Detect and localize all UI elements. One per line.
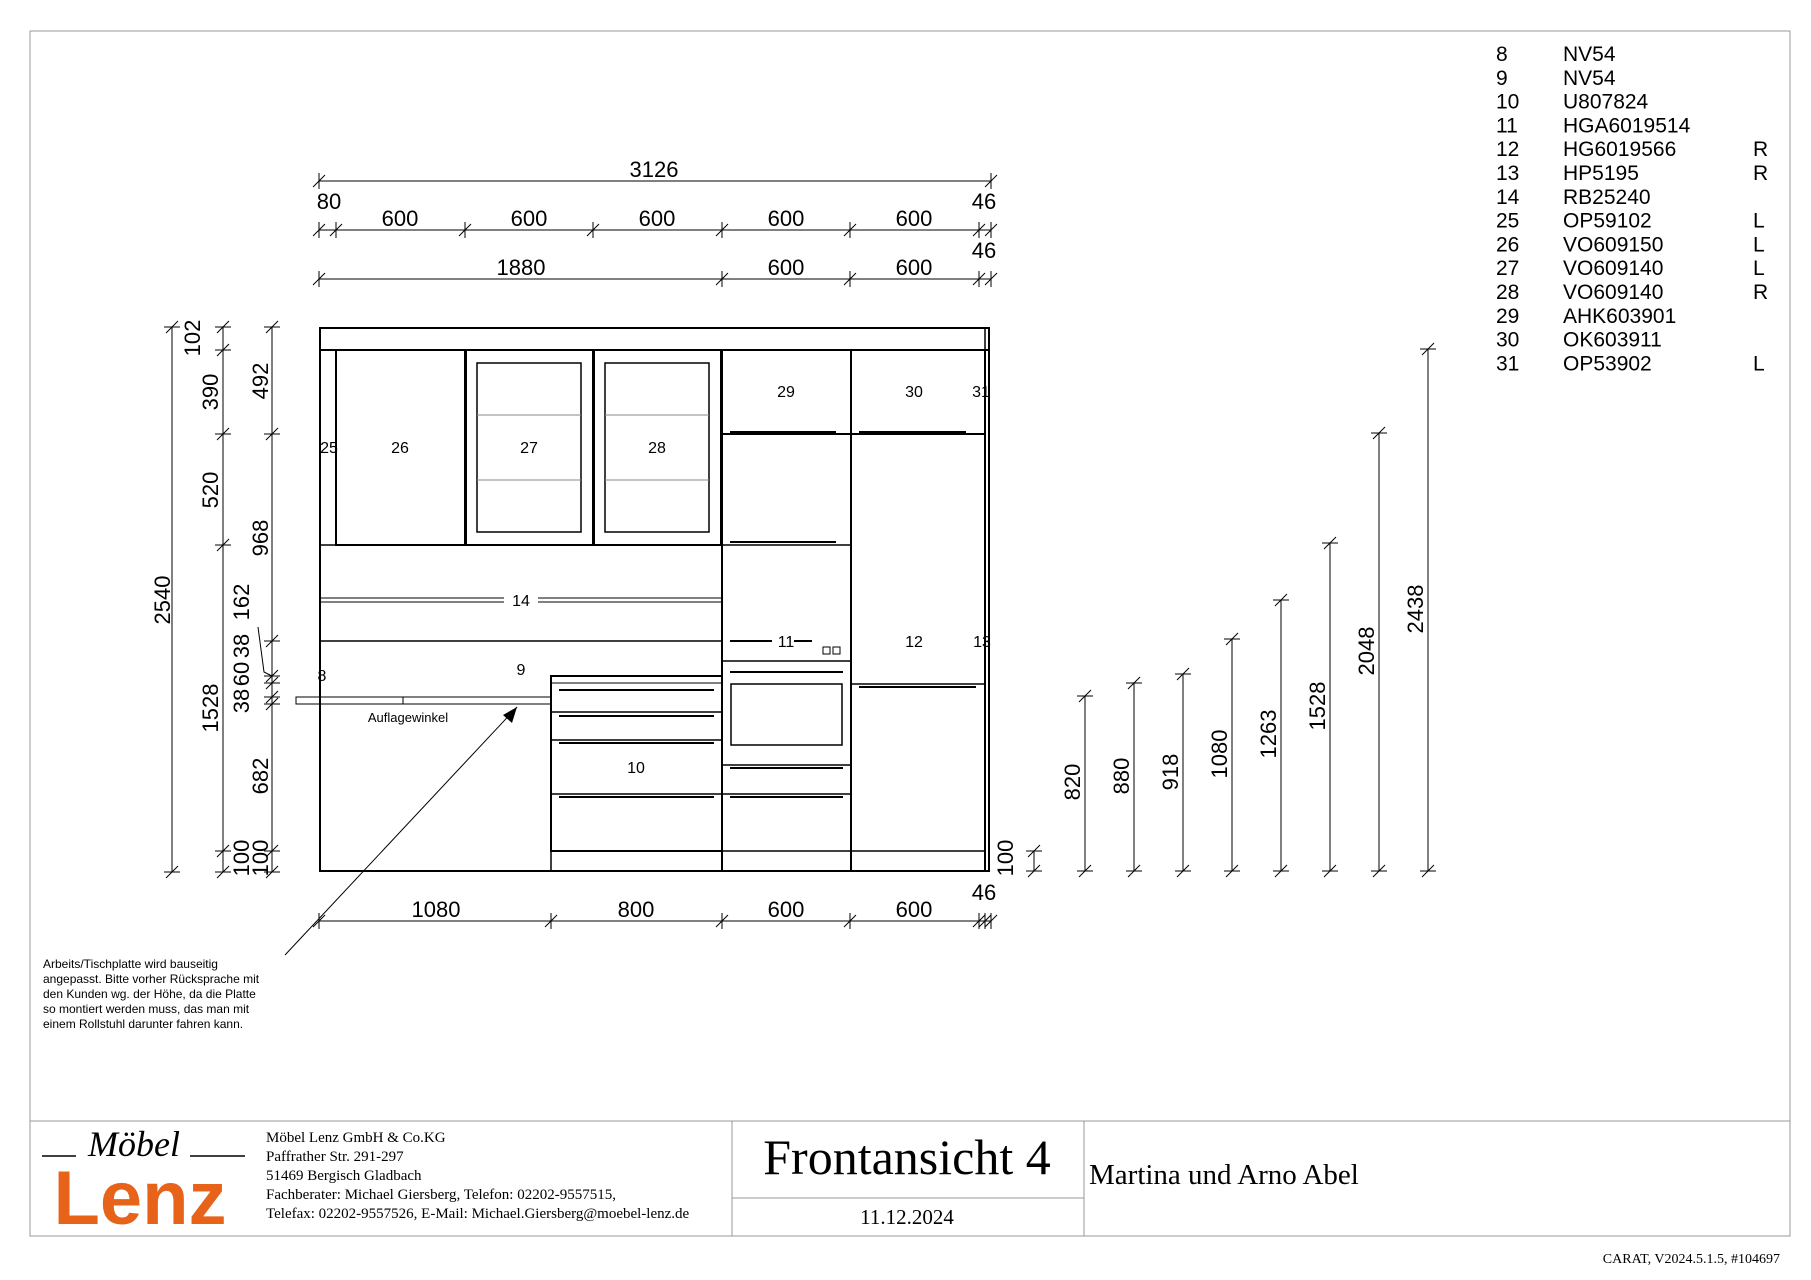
label-unit-10: 10 — [627, 760, 645, 777]
dim-right-918: 918 — [1158, 753, 1183, 791]
legend-number: 13 — [1496, 162, 1520, 185]
label-unit-12: 12 — [905, 634, 923, 651]
dim-left-162: 162 — [229, 583, 254, 621]
dim-left-2540: 2540 — [150, 575, 175, 625]
label-unit-13: 13 — [973, 634, 991, 651]
dim-left-38a: 38 — [229, 633, 254, 659]
label-unit-26: 26 — [391, 440, 409, 457]
dim-left-1528: 1528 — [198, 683, 223, 733]
dim-top-46a: 46 — [971, 189, 997, 214]
dim-left-100a: 100 — [229, 839, 254, 877]
logo-lenz: Lenz — [53, 1156, 227, 1241]
dim-total-width: 3126 — [629, 157, 679, 182]
dim-right-1263: 1263 — [1256, 709, 1281, 759]
legend-side: R — [1753, 162, 1769, 185]
installation-note — [43, 957, 260, 1031]
note-line: angepasst. Bitte vorher Rücksprache mit — [43, 972, 260, 986]
legend-number: 8 — [1496, 43, 1508, 66]
label-unit-9: 9 — [516, 662, 526, 679]
legend-code: VO609140 — [1563, 257, 1664, 281]
legend-code: HGA6019514 — [1563, 114, 1691, 138]
company-line: 51469 Bergisch Gladbach — [266, 1168, 422, 1184]
dim-left-520: 520 — [198, 471, 223, 509]
legend-side: R — [1753, 138, 1769, 162]
label-unit-14: 14 — [512, 593, 530, 610]
legend-code: U807824 — [1563, 90, 1649, 114]
legend-side: L — [1753, 209, 1765, 233]
company-line: Telefax: 02202-9557526, E-Mail: Michael.Giersberg@moebel-lenz.de — [266, 1206, 690, 1222]
dim-right-2048: 2048 — [1354, 626, 1379, 676]
dim-left-38b: 38 — [229, 688, 254, 714]
legend-code: AHK603901 — [1563, 304, 1677, 328]
kitchen-front — [285, 328, 989, 955]
dim-left-390: 390 — [198, 373, 223, 411]
dim-top-1880: 1880 — [496, 255, 546, 280]
dim-top-600d: 600 — [767, 206, 805, 231]
legend-code: OP59102 — [1563, 209, 1652, 233]
dim-top-600c: 600 — [638, 206, 676, 231]
label-unit-30: 30 — [905, 384, 923, 401]
parts-legend — [1496, 43, 1768, 375]
note-line: Arbeits/Tischplatte wird bauseitig — [43, 957, 218, 971]
legend-number: 9 — [1496, 66, 1508, 90]
dim-right-100: 100 — [993, 839, 1018, 877]
legend-number: 14 — [1496, 185, 1520, 209]
dim-right-1528: 1528 — [1305, 681, 1330, 731]
dim-left-102: 102 — [180, 319, 205, 357]
dim-left-682: 682 — [248, 757, 273, 795]
legend-code: NV54 — [1563, 43, 1616, 66]
dim-bottom-46: 46 — [971, 880, 997, 905]
bracket-label: Auflagewinkel — [367, 710, 449, 725]
dim-top-80: 80 — [316, 189, 342, 214]
label-unit-28: 28 — [648, 440, 666, 457]
logo-moebel: Möbel — [88, 1124, 180, 1164]
legend-number: 29 — [1496, 304, 1520, 328]
dim-left-492: 492 — [248, 362, 273, 400]
dim-bottom-600a: 600 — [767, 897, 805, 922]
note-line: den Kunden wg. der Höhe, da die Platte — [43, 987, 256, 1001]
right-dimensions — [1026, 343, 1436, 877]
legend-code: VO609140 — [1563, 281, 1664, 304]
label-unit-27: 27 — [520, 440, 538, 457]
legend-number: 27 — [1496, 257, 1520, 281]
company-line: Möbel Lenz GmbH & Co.KG — [266, 1130, 446, 1146]
dim-right-1080: 1080 — [1207, 729, 1232, 779]
note-line: einem Rollstuhl darunter fahren kann. — [43, 1017, 244, 1031]
legend-code: VO609150 — [1563, 233, 1664, 257]
software-version: CARAT, V2024.5.1.5, #104697 — [1602, 1252, 1780, 1267]
dim-top-600b: 600 — [510, 206, 548, 231]
label-unit-11: 11 — [777, 634, 795, 651]
dim-right-880: 880 — [1109, 757, 1134, 795]
legend-side: L — [1753, 233, 1765, 257]
label-unit-8: 8 — [317, 668, 327, 685]
dim-top-46b: 46 — [971, 238, 997, 263]
legend-code: OK603911 — [1563, 328, 1662, 352]
legend-code: RB25240 — [1563, 185, 1651, 209]
legend-side: L — [1753, 352, 1765, 376]
label-unit-29: 29 — [777, 384, 795, 401]
legend-side: L — [1753, 257, 1765, 281]
legend-code: HG6019566 — [1563, 138, 1677, 162]
legend-number: 31 — [1496, 352, 1520, 376]
dim-top-600g: 600 — [895, 255, 933, 280]
legend-number: 30 — [1496, 328, 1520, 352]
dim-bottom-600b: 600 — [895, 897, 933, 922]
dim-left-60: 60 — [229, 661, 254, 687]
legend-code: HP5195 — [1563, 162, 1639, 185]
legend-number: 26 — [1496, 233, 1520, 257]
legend-number: 12 — [1496, 138, 1520, 162]
dim-left-968: 968 — [248, 519, 273, 557]
drawing-date: 11.12.2024 — [860, 1205, 954, 1229]
label-unit-31: 31 — [972, 384, 990, 401]
legend-number: 28 — [1496, 281, 1520, 304]
dim-bottom-1080: 1080 — [411, 897, 461, 922]
dim-top-600e: 600 — [895, 206, 933, 231]
customer-name: Martina und Arno Abel — [1089, 1159, 1359, 1191]
legend-number: 10 — [1496, 90, 1520, 114]
drawing-title: Frontansicht 4 — [763, 1129, 1051, 1185]
company-line: Paffrather Str. 291-297 — [266, 1149, 404, 1165]
legend-number: 11 — [1496, 114, 1518, 138]
company-line: Fachberater: Michael Giersberg, Telefon: 02202-9557515, — [266, 1187, 616, 1203]
legend-code: OP53902 — [1563, 352, 1652, 376]
note-line: so montiert werden muss, das man mit — [43, 1002, 250, 1016]
dim-right-2438: 2438 — [1403, 584, 1428, 634]
dim-top-600a: 600 — [381, 206, 419, 231]
dim-right-820: 820 — [1060, 763, 1085, 801]
dim-top-600f: 600 — [767, 255, 805, 280]
dim-left-100b: 100 — [248, 839, 273, 877]
legend-side: R — [1753, 281, 1769, 304]
dim-bottom-800: 800 — [617, 897, 655, 922]
legend-code: NV54 — [1563, 66, 1616, 90]
legend-number: 25 — [1496, 209, 1520, 233]
title-block — [30, 1121, 1790, 1267]
company-logo — [42, 1124, 245, 1241]
label-unit-25: 25 — [320, 440, 338, 457]
